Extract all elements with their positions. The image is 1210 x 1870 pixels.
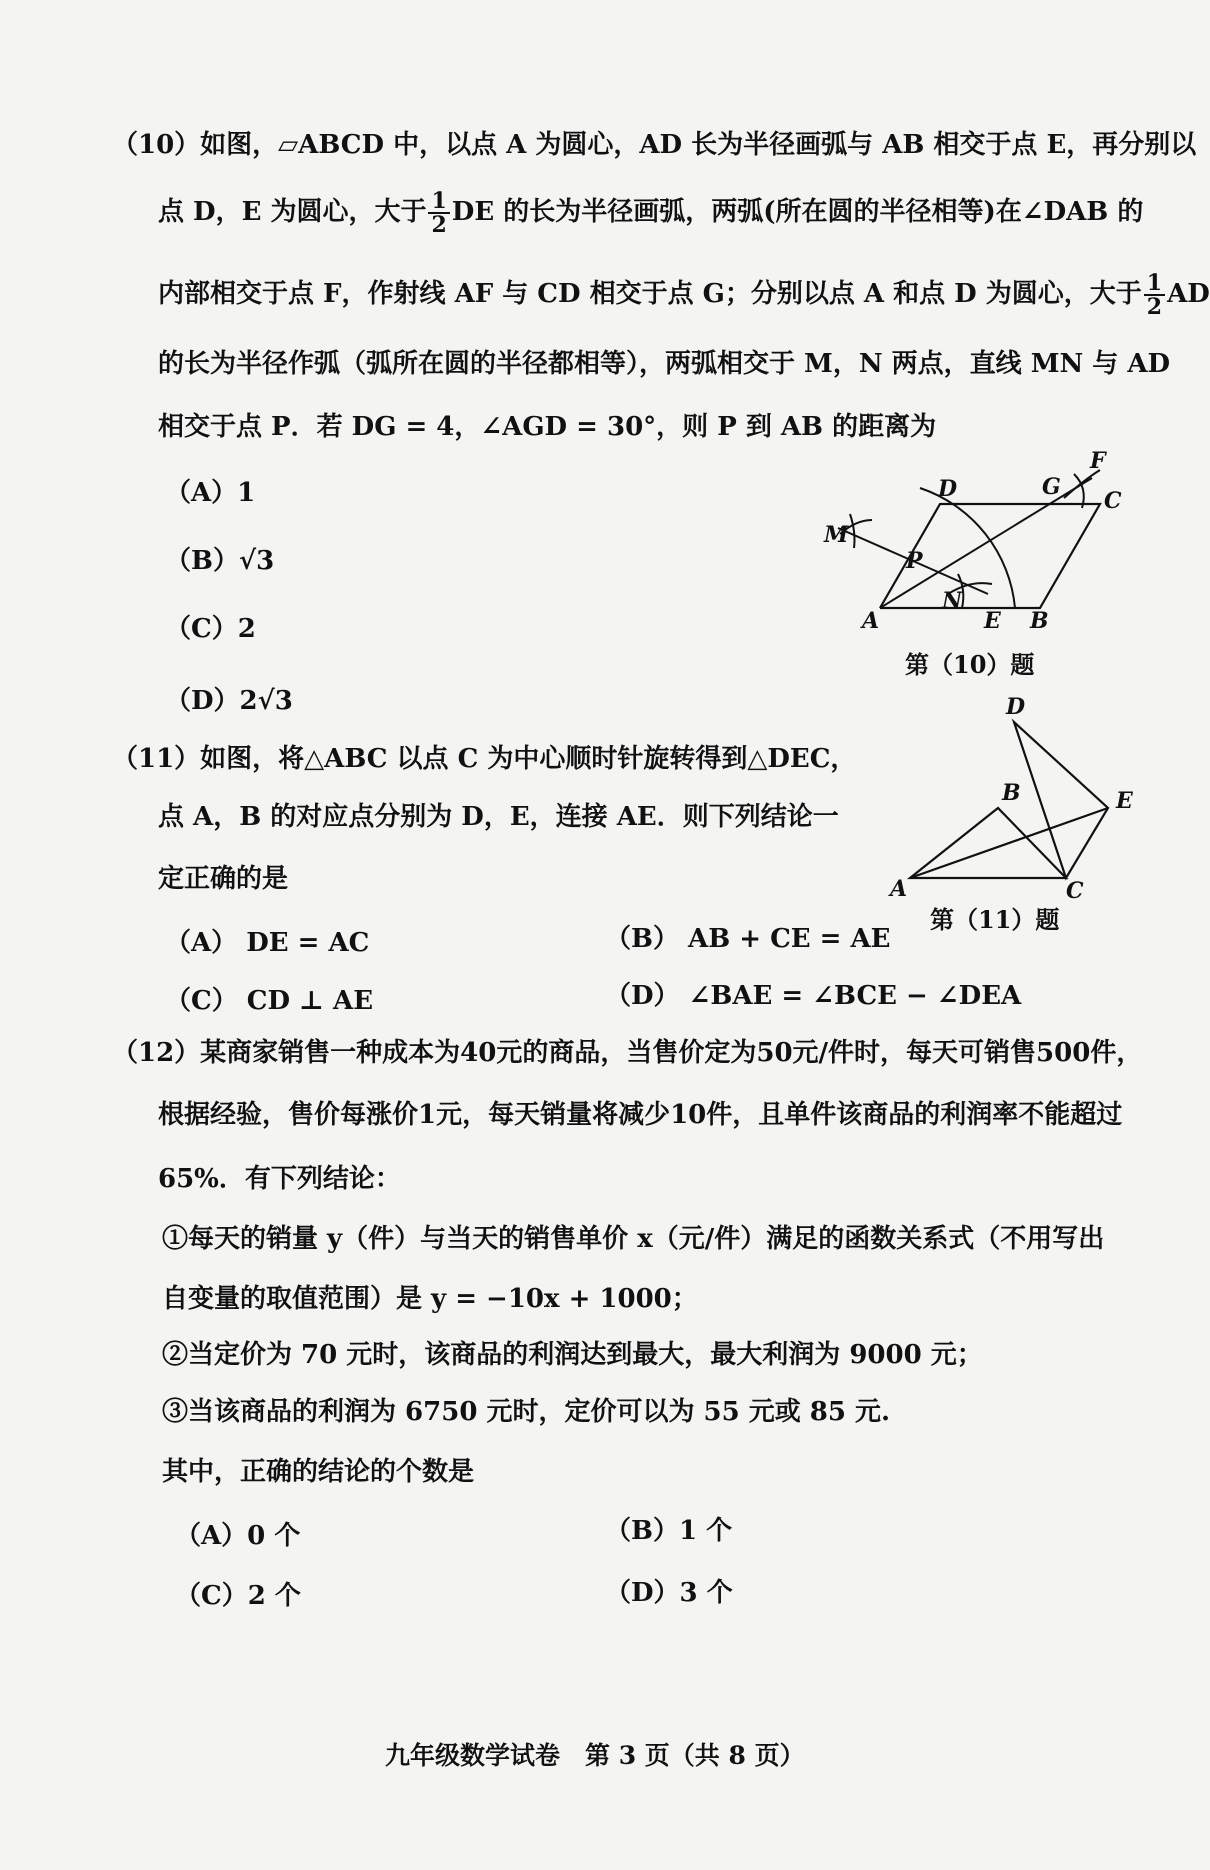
q10-line-3: [158, 272, 1210, 318]
label-p: P: [906, 548, 923, 574]
q11-option-d: （D） ∠BAE = ∠BCE − ∠DEA: [605, 981, 1022, 1011]
fraction-denominator-2: 2: [1146, 294, 1163, 320]
q10-option-b: （B）√3: [165, 546, 275, 576]
page-footer: 九年级数学试卷 第 3 页（共 8 页）: [385, 1741, 805, 1770]
q11-option-c: （C） CD ⊥ AE: [165, 986, 374, 1016]
q10-line-3-end: AD: [1167, 279, 1210, 309]
q12-line-2: 根据经验，售价每涨价1元，每天销量将减少10件，且单件该商品的利润率不能超过: [158, 1100, 1123, 1130]
half-fraction: [428, 190, 449, 236]
q12-line-3: 65%．有下列结论：: [158, 1164, 401, 1194]
q10-line-2: [158, 190, 1143, 236]
q10-line-1: （10）如图，▱ABCD 中，以点 A 为圆心，AD 长为半径画弧与 AB 相交于点 E，再分别以: [112, 130, 1197, 160]
q11-figure: [890, 694, 1150, 910]
label-b: B: [1030, 608, 1049, 634]
fraction-numerator-2: 1: [1144, 272, 1165, 296]
q12-line-7: ③当该商品的利润为 6750 元时，定价可以为 55 元或 85 元.: [162, 1397, 891, 1427]
q10-line-4: 的长为半径作弧（弧所在圆的半径都相等），两弧相交于 M，N 两点，直线 MN 与 AD: [158, 349, 1171, 379]
arc-mark-m1: [850, 514, 855, 548]
q10-figure: [820, 448, 1140, 638]
label-a-11: A: [890, 876, 908, 902]
label-g: G: [1042, 474, 1061, 500]
q10-line-2-start: 点 D，E 为圆心，大于: [158, 197, 427, 227]
q11-option-b: （B） AB + CE = AE: [605, 924, 891, 954]
q12-line-5: 自变量的取值范围）是 y = −10x + 1000；: [162, 1284, 698, 1314]
label-d-11: D: [1006, 694, 1026, 720]
label-n: N: [942, 588, 963, 614]
q10-caption: 第（10）题: [905, 650, 1035, 679]
label-e: E: [984, 608, 1001, 634]
label-e-11: E: [1116, 788, 1133, 814]
q11-caption: 第（11）题: [930, 905, 1060, 934]
q12-option-d: （D）3 个: [605, 1578, 733, 1608]
q11-line-3: 定正确的是: [158, 864, 289, 894]
fraction-denominator: 2: [431, 212, 447, 238]
q12-option-a: （A）0 个: [175, 1521, 301, 1551]
arc-mark-f1: [1074, 474, 1084, 508]
q12-line-6: ②当定价为 70 元时，该商品的利润达到最大，最大利润为 9000 元；: [162, 1340, 983, 1370]
label-d: D: [938, 476, 958, 502]
triangle-dec: [1014, 722, 1108, 878]
fraction-numerator: 1: [428, 190, 449, 214]
q12-option-b: （B）1 个: [605, 1516, 733, 1546]
label-b-11: B: [1002, 780, 1021, 806]
label-c: C: [1104, 488, 1122, 514]
triangle-abc: [910, 808, 1066, 878]
q12-line-8: 其中，正确的结论的个数是: [162, 1457, 475, 1487]
q10-line-2-end: DE 的长为半径画弧，两弧(所在圆的半径相等)在∠DAB 的: [451, 197, 1144, 227]
label-f: F: [1090, 448, 1106, 474]
q11-line-1: （11）如图，将△ABC 以点 C 为中心顺时针旋转得到△DEC，: [112, 744, 857, 774]
q12-line-1: （12）某商家销售一种成本为40元的商品，当售价定为50元/件时，每天可销售500件，: [112, 1038, 1143, 1068]
q10-option-a: （A）1: [165, 478, 256, 508]
q10-line-5: 相交于点 P．若 DG = 4，∠AGD = 30°，则 P 到 AB 的距离为: [158, 412, 937, 442]
q11-line-2: 点 A，B 的对应点分别为 D，E，连接 AE．则下列结论一: [158, 802, 839, 832]
half-fraction-2: [1144, 272, 1165, 318]
label-c-11: C: [1066, 878, 1084, 904]
arc-mark-f2: [1064, 470, 1100, 498]
q10-option-c: （C）2: [165, 614, 256, 644]
q11-option-a: （A） DE = AC: [165, 928, 370, 958]
q12-line-4: ①每天的销量 y（件）与当天的销售单价 x（元/件）满足的函数关系式（不用写出: [162, 1224, 1105, 1254]
q10-line-3-start: 内部相交于点 F，作射线 AF 与 CD 相交于点 G；分别以点 A 和点 D 为圆心，大于: [158, 279, 1142, 309]
arc-de: [920, 488, 1015, 608]
label-m: M: [824, 522, 849, 548]
q10-option-d: （D）2√3: [165, 686, 293, 716]
label-a: A: [862, 608, 880, 634]
q12-option-c: （C）2 个: [175, 1581, 301, 1611]
